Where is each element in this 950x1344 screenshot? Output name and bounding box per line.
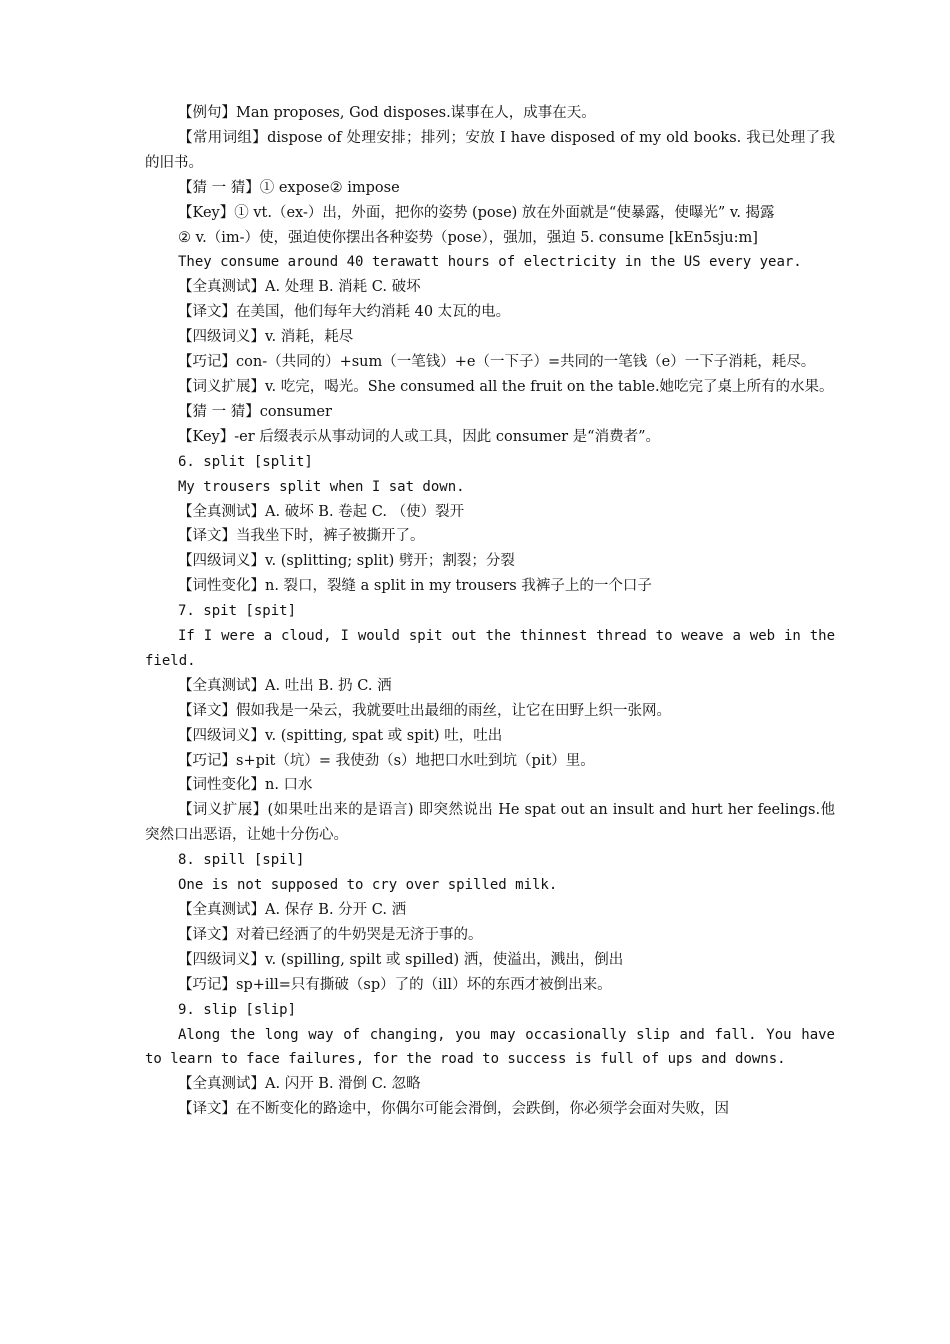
word-heading: 8. spill [spil]: [178, 852, 305, 869]
paragraph: 【全真测试】A. 闪开 B. 滑倒 C. 忽略: [178, 1076, 421, 1093]
paragraph: 【巧记】con-（共同的）+sum（一笔钱）+e（一下子）=共同的一笔钱（e）一下子消耗，耗尽。: [178, 354, 816, 371]
paragraph: 【词义扩展】v. 吃完，喝光。She consumed all the fruit on the table.她吃完了桌上所有的水果。: [178, 378, 834, 395]
paragraph: 【译文】在不断变化的路途中，你偶尔可能会滑倒，会跌倒，你必须学会面对失败，因: [178, 1101, 729, 1118]
paragraph: 【四级词义】v. (spilling, spilt 或 spilled) 洒，使溢出，溅出，倒出: [178, 951, 624, 968]
paragraph: 【例句】Man proposes, God disposes.谋事在人，成事在天。: [178, 105, 596, 121]
paragraph: 【词性变化】n. 口水: [178, 777, 313, 794]
paragraph: 【译文】假如我是一朵云，我就要吐出最细的雨丝，让它在田野上织一张网。: [178, 702, 671, 719]
paragraph: 【Key】-er 后缀表示从事动词的人或工具，因此 consumer 是“消费者”。: [178, 428, 661, 445]
paragraph: 【Key】① vt.（ex-）出，外面，把你的姿势 (pose) 放在外面就是“使暴露，使曝光” v. 揭露: [178, 204, 775, 221]
word-heading: 7. spit [spit]: [178, 603, 297, 620]
paragraph: 【译文】在美国，他们每年大约消耗 40 太瓦的电。: [178, 304, 511, 321]
paragraph: 【词性变化】n. 裂口，裂缝 a split in my trousers 我裤子上的一个口子: [178, 578, 652, 595]
paragraph: 【猜 一 猜】① expose② impose: [178, 179, 400, 196]
example-sentence: Along the long way of changing, you may occasionally slip and fall. You have to learn to face failures, for the road to success is full of ups and downs.: [145, 1026, 835, 1068]
paragraph: 【四级词义】v. 消耗，耗尽: [178, 329, 354, 346]
example-sentence: My trousers split when I sat down.: [178, 478, 465, 495]
paragraph: 【猜 一 猜】consumer: [178, 403, 332, 420]
word-heading: 9. slip [slip]: [178, 1001, 297, 1018]
paragraph: 【译文】对着已经洒了的牛奶哭是无济于事的。: [178, 926, 483, 943]
paragraph: 【译文】当我坐下时，裤子被撕开了。: [178, 528, 425, 545]
example-sentence: They consume around 40 terawatt hours of electricity in the US every year.: [178, 254, 802, 271]
paragraph: 【全真测试】A. 处理 B. 消耗 C. 破坏: [178, 279, 421, 296]
word-heading: 6. split [split]: [178, 453, 313, 470]
paragraph: 【常用词组】dispose of 处理安排；排列；安放 I have disposed of my old books. 我已处理了我的旧书。: [145, 129, 835, 171]
paragraph: 【四级词义】v. (spitting, spat 或 spit) 吐，吐出: [178, 727, 503, 744]
paragraph: 【巧记】sp+ill=只有撕破（sp）了的（ill）坏的东西才被倒出来。: [178, 976, 612, 993]
paragraph: 【全真测试】A. 吐出 B. 扔 C. 洒: [178, 677, 392, 694]
paragraph: 【词义扩展】(如果吐出来的是语言) 即突然说出 He spat out an insult and hurt her feelings.他突然口出恶语，让她十分伤心。: [145, 802, 835, 844]
document-body: [145, 101, 835, 1122]
paragraph: 【巧记】s+pit（坑）= 我使劲（s）地把口水吐到坑（pit）里。: [178, 752, 595, 769]
example-sentence: If I were a cloud, I would spit out the thinnest thread to weave a web in the field.: [145, 628, 835, 669]
paragraph: 【全真测试】A. 保存 B. 分开 C. 洒: [178, 902, 407, 918]
example-sentence: One is not supposed to cry over spilled milk.: [178, 877, 558, 894]
paragraph: ② v.（im-）使，强迫使你摆出各种姿势（pose），强加，强迫 5. consume [kEn5sju:m]: [178, 229, 758, 246]
paragraph: 【全真测试】A. 破坏 B. 卷起 C. （使）裂开: [178, 503, 465, 520]
paragraph: 【四级词义】v. (splitting; split) 劈开；割裂；分裂: [178, 553, 515, 570]
